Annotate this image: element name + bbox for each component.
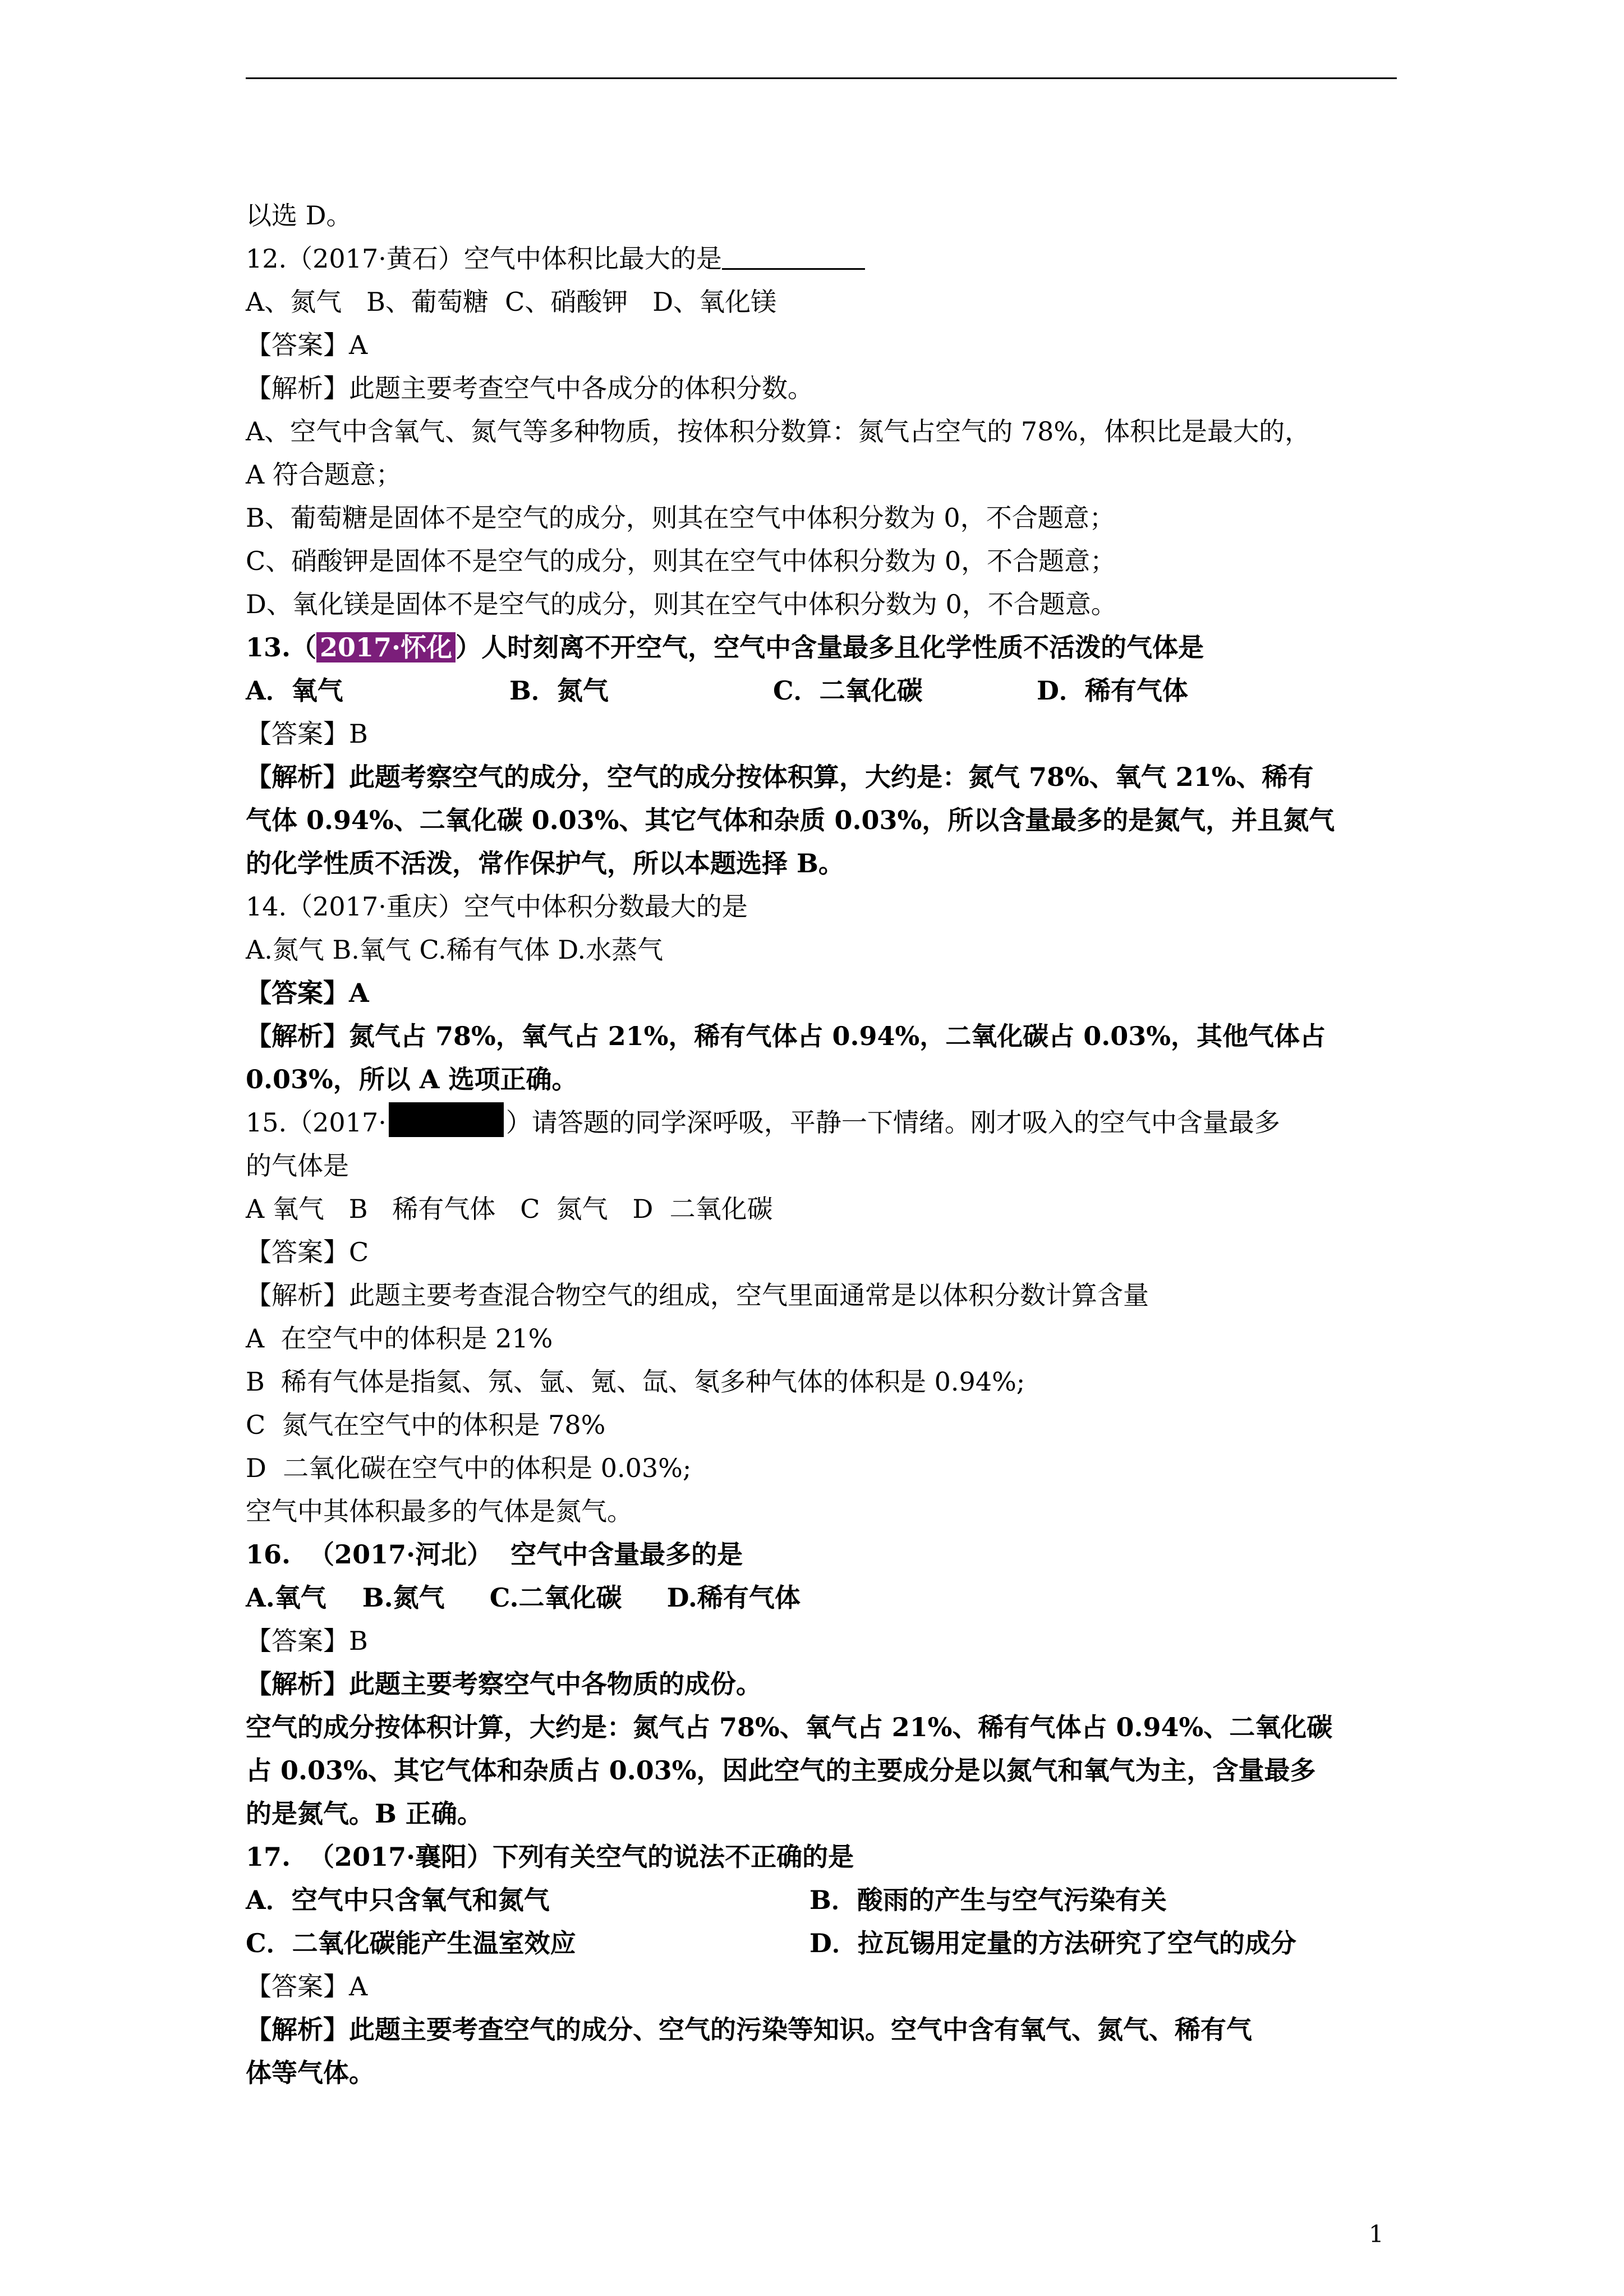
question-15-stem: 15.（2017· ）请答题的同学深呼吸，平静一下情绪。刚才吸入的空气中含量最多 <box>246 1101 1397 1144</box>
analysis-line: 空气中其体积最多的气体是氮气。 <box>246 1496 633 1526</box>
question-17-options-row <box>246 1879 1397 1922</box>
analysis-line: D、氧化镁是固体不是空气的成分，则其在空气中体积分数为 0，不合题意。 <box>246 589 1117 619</box>
analysis-line: 【解析】此题主要考查空气中各成分的体积分数。 <box>246 373 813 403</box>
question-13-answer: 【答案】B <box>246 719 368 749</box>
analysis-line: A 在空气中的体积是 21% <box>246 1323 553 1354</box>
analysis-line: 气体 0.94%、二氧化碳 0.03%、其它气体和杂质 0.03%，所以含量最多的是氮气，并且氮气 <box>246 805 1335 835</box>
analysis-line: 空气的成分按体积计算，大约是：氮气占 78%、氧气占 21%、稀有气体占 0.94%、二氧化碳 <box>246 1712 1333 1742</box>
text-line: 以选 D。 <box>246 200 352 231</box>
header-rule <box>246 77 1397 79</box>
question-12-stem: 12.（2017·黄石）空气中体积比最大的是 <box>246 237 1397 280</box>
option-d: D．拉瓦锡用定量的方法研究了空气的成分 <box>809 1928 1296 1958</box>
option-c: C．二氧化碳能产生温室效应 <box>246 1928 576 1958</box>
option-a: A．空气中只含氧气和氮气 <box>246 1885 550 1915</box>
question-17-stem: 17. （2017·襄阳）下列有关空气的说法不正确的是 <box>246 1842 854 1872</box>
question-15-stem-cont: 的气体是 <box>246 1151 349 1181</box>
question-14-options: A.氮气 B.氧气 C.稀有气体 D.水蒸气 <box>246 935 664 965</box>
question-15-options: A 氧气 B 稀有气体 C 氮气 D 二氧化碳 <box>246 1194 773 1224</box>
option-d: D．稀有气体 <box>1037 675 1188 706</box>
analysis-line: 0.03%，所以 A 选项正确。 <box>246 1064 578 1094</box>
analysis-line: 的是氮气。B 正确。 <box>246 1798 483 1829</box>
analysis-line: C、硝酸钾是固体不是空气的成分，则其在空气中体积分数为 0，不合题意； <box>246 546 1116 576</box>
answer-blank <box>722 242 865 270</box>
analysis-line: B 稀有气体是指氦、氖、氩、氪、氙、氡多种气体的体积是 0.94%; <box>246 1366 1025 1397</box>
analysis-line: 【解析】此题主要考查混合物空气的组成，空气里面通常是以体积分数计算含量 <box>246 1280 1149 1310</box>
question-12-options: A、氮气 B、葡萄糖 C、硝酸钾 D、氧化镁 <box>246 287 777 317</box>
option-b: B．氮气 <box>509 675 609 706</box>
highlighted-source: 2017·怀化 <box>316 632 456 662</box>
question-15-answer: 【答案】C <box>246 1237 369 1267</box>
analysis-line: 的化学性质不活泼，常作保护气，所以本题选择 B。 <box>246 848 844 878</box>
question-17-answer: 【答案】A <box>246 1971 368 2001</box>
question-16-answer: 【答案】B <box>246 1626 368 1656</box>
question-16-stem: 16. （2017·河北） 空气中含量最多的是 <box>246 1539 743 1570</box>
option-b: B．酸雨的产生与空气污染有关 <box>809 1885 1167 1915</box>
question-12-answer: 【答案】A <box>246 330 368 360</box>
question-14-stem: 14.（2017·重庆）空气中体积分数最大的是 <box>246 891 748 922</box>
option-c: C．二氧化碳 <box>773 675 923 706</box>
question-14-answer: 【答案】A <box>246 978 369 1008</box>
page-number: 1 <box>1369 2220 1384 2248</box>
redaction-box <box>389 1102 504 1137</box>
analysis-line: A、空气中含氧气、氮气等多种物质，按体积分数算：氮气占空气的 78%，体积比是最大的， <box>246 416 1311 447</box>
analysis-line: 体等气体。 <box>246 2058 375 2088</box>
analysis-line: 占 0.03%、其它气体和杂质占 0.03%，因此空气的主要成分是以氮气和氧气为主，含量最多 <box>246 1755 1316 1786</box>
analysis-line: 【解析】氮气占 78%，氧气占 21%，稀有气体占 0.94%，二氧化碳占 0.03%，其他气体占 <box>246 1021 1326 1051</box>
document-body <box>246 194 1397 2095</box>
analysis-line: C 氮气在空气中的体积是 78% <box>246 1410 606 1440</box>
question-13-stem: 13.（ 2017·怀化 ）人时刻离不开空气，空气中含量最多且化学性质不活泼的气体是 <box>246 632 1204 662</box>
question-17-options-row <box>246 1922 1397 1965</box>
analysis-line: 【解析】此题主要考察空气中各物质的成份。 <box>246 1669 762 1699</box>
analysis-line: A 符合题意； <box>246 459 402 490</box>
option-a: A．氧气 <box>246 675 343 706</box>
analysis-line: B、葡萄糖是固体不是空气的成分，则其在空气中体积分数为 0，不合题意； <box>246 503 1115 533</box>
analysis-line: 【解析】此题主要考查空气的成分、空气的污染等知识。空气中含有氧气、氮气、稀有气 <box>246 2014 1252 2045</box>
question-13-options <box>246 669 1397 712</box>
question-16-options: A.氧气 B.氮气 C.二氧化碳 D.稀有气体 <box>246 1582 801 1613</box>
analysis-line: 【解析】此题考察空气的成分，空气的成分按体积算，大约是：氮气 78%、氧气 21%、稀有 <box>246 762 1314 792</box>
analysis-line: D 二氧化碳在空气中的体积是 0.03%; <box>246 1453 692 1483</box>
